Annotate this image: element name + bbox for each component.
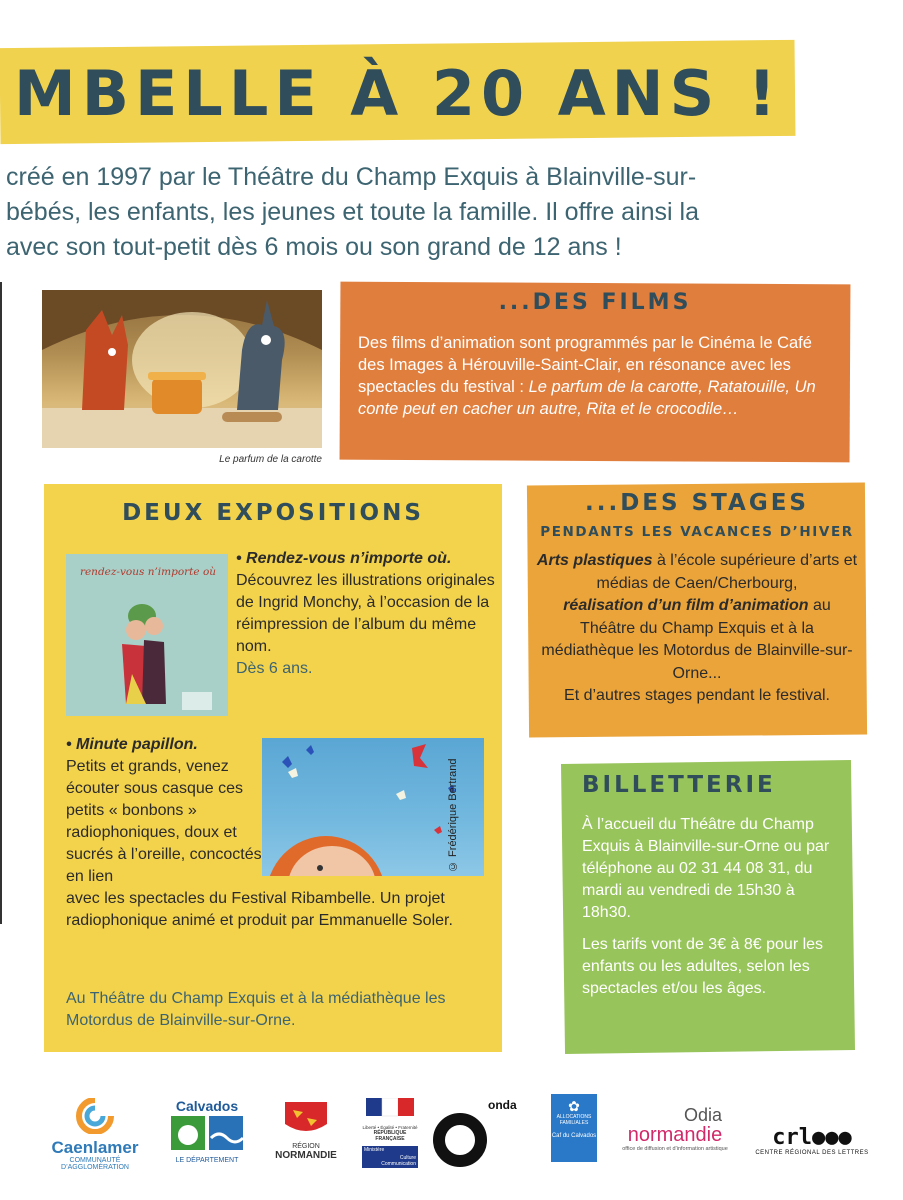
marianne-flag-icon [366,1098,414,1120]
exhibition-location: Au Théâtre du Champ Exquis et à la médiathèque les Motordus de Blainville-sur-Orne. [66,990,446,1029]
stages-subtitle: PENDANTS LES VACANCES D’HIVER [540,524,854,540]
rf-ministere: Ministère [362,1146,418,1154]
odia-normandie-logo [610,1106,740,1170]
calvados-logo [166,1098,248,1170]
onda-ring-icon [432,1112,488,1168]
films-text [358,332,838,420]
rf-culture: Culture Communication [362,1154,418,1168]
region-line1: RÉGION [292,1143,320,1150]
onda-logo [432,1098,524,1170]
region-normandie-logo [268,1098,344,1170]
crl-dots-icon: ●●● [812,1125,852,1150]
normandie-lions-icon [281,1098,331,1138]
rf-line2: RÉPUBLIQUE FRANÇAISE [373,1130,407,1142]
photo-credit: © Frédérique Bertrand [447,758,459,872]
billetterie-prices: Les tarifs vont de 3€ à 8€ pour les enfants ou les adultes, selon les spectacles et/ou les âges. [582,936,824,997]
stages-text-part: au Théâtre du Champ Exquis et à la médiathèque les Motordus de Blainville-sur-Orne... [541,597,853,682]
caen-swirl-icon [75,1098,115,1134]
caen-name: Caenlamer [51,1138,139,1157]
exhibition-papillon-title: • Minute papillon. [66,736,198,753]
intro-line: avec son tout-petit dès 6 mois ou son grand de 12 ans ! [6,233,622,261]
caen-sub: COMMUNAUTÉ D’AGGLOMÉRATION [61,1157,129,1171]
region-line2: NORMANDIE [275,1150,337,1161]
crl-logo [752,1126,872,1170]
caf-line1: ALLOCATIONS FAMILIALES [556,1114,592,1126]
expositions-title: DEUX EXPOSITIONS [122,500,424,526]
odia-line2: normandie [627,1124,723,1146]
calvados-apple-icon [169,1114,245,1152]
stages-film-animation: réalisation d’un film d’animation [563,597,809,614]
onda-name: onda [488,1098,517,1112]
carrot-film-illustration [42,290,322,448]
crl-name: crl●●● [772,1125,852,1150]
exhibition-papillon [66,734,262,888]
crl-sub: CENTRE RÉGIONAL DES LETTRES [755,1150,869,1156]
films-text-plain: Des films d’animation sont programmés par le Cinéma le Café des Images à Hérouville-Saint-Clair, en résonance avec les spectacles du festival : [358,334,812,396]
intro-text [6,160,896,265]
calvados-name: Calvados [175,1098,239,1114]
films-title: ...DES FILMS [498,290,692,315]
caen-la-mer-logo [36,1098,154,1170]
exhibition-papillon-body-cont: avec les spectacles du Festival Ribambelle. Un projet radiophonique animé et produit par Emmanuelle Soler. [66,890,453,929]
rf-line1: Liberté • Égalité • Fraternité [362,1125,418,1130]
exhibition-papillon-body: Petits et grands, venez écouter sous casque ces petits « bonbons » radiophoniques, doux et sucrés à l’oreille, concoctés en lien [66,758,262,885]
odia-sub: office de diffusion et d’information artistique [622,1146,728,1152]
films-text-titles: Le parfum de la carotte, Ratatouille, Un conte peut en cacher un autre, Rita et le crocodile… [358,378,816,418]
exhibition-age: Dès 6 ans. [236,660,313,677]
calvados-sub: LE DÉPARTEMENT [175,1157,239,1164]
billetterie-text [582,814,844,1010]
festival-title: MBELLE À 20 ANS ! [14,57,783,130]
caf-line2: Caf du Calvados [551,1133,597,1139]
stages-text [534,550,860,708]
odia-line1: Odia [683,1105,722,1125]
stages-title: ...DES STAGES [584,490,809,516]
exhibition-rendez-vous [236,548,498,680]
intro-line: bébés, les enfants, les jeunes et toute la famille. Il offre ainsi la [6,198,699,226]
exhibition-rendez-vous-body: Découvrez les illustrations originales de Ingrid Monchy, à l’occasion de la réimpression de l’album du même nom. [236,572,495,655]
billetterie-contact: À l’accueil du Théâtre du Champ Exquis à Blainville-sur-Orne ou par téléphone au 02 31 44 08 31, du mardi au vendredi de 15h30 à 18h30. [582,816,830,921]
films-caption: Le parfum de la carotte [219,454,322,465]
caf-flower-icon: ✿ [568,1098,580,1114]
films-photo [42,290,322,448]
caf-badge [551,1094,597,1162]
caf-logo [551,1094,597,1166]
couple-illustration [66,554,228,716]
exhibition-rendez-vous-title: • Rendez-vous n’importe où. [236,550,452,567]
stages-text-part: à l’école supérieure d’arts et médias de Caen/Cherbourg, [596,552,858,592]
intro-line: créé en 1997 par le Théâtre du Champ Exquis à Blainville-sur- [6,163,697,191]
album-cover-title: rendez-vous n’importe où [79,566,217,578]
republique-francaise-logo [362,1098,418,1170]
stages-other: Et d’autres stages pendant le festival. [564,687,830,704]
stages-arts-plastiques: Arts plastiques [536,552,653,569]
left-rule-divider [0,282,2,924]
album-cover-image [66,554,228,716]
billetterie-title: BILLETTERIE [582,772,776,798]
